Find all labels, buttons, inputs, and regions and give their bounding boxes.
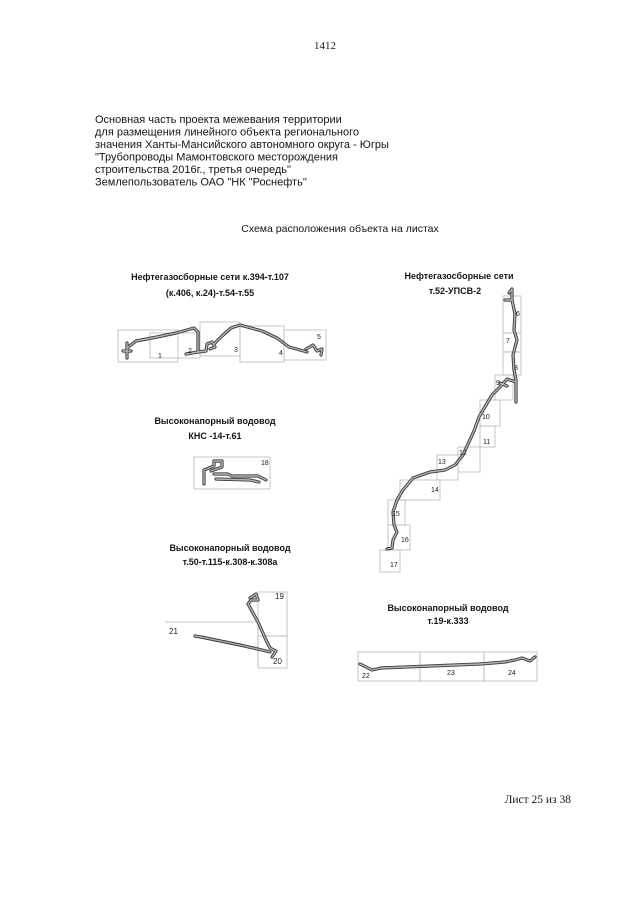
sheet-label-21: 21 (169, 627, 178, 636)
pipeline-route-3 (204, 461, 266, 484)
sheet-label-1: 1 (158, 353, 162, 360)
diagram-title: Нефтегазосборные сети (404, 271, 514, 281)
sheet-label-4: 4 (279, 350, 283, 357)
sheet-label-6: 6 (516, 311, 520, 318)
sheet-label-22: 22 (362, 673, 370, 680)
pipeline-route-2 (387, 289, 517, 549)
diagram-title: Нефтегазосборные сети к.394-т.107 (131, 272, 289, 282)
pipeline-route-5-core (360, 657, 535, 670)
sheet-label-2: 2 (188, 348, 192, 355)
pipeline-route-4-casing (195, 594, 276, 657)
sheet-label-15: 15 (392, 511, 400, 518)
sheet-label-19: 19 (275, 592, 284, 601)
header-line: "Трубопроводы Мамонтовского месторождения (95, 151, 339, 164)
diagram-water-line-t19 (358, 603, 537, 681)
sheet-label-11: 11 (483, 439, 491, 446)
sheet-label-12: 12 (459, 450, 467, 457)
diagram-subtitle: т.50-т.115-к.308-к.308а (182, 557, 278, 567)
sheet-label-3: 3 (234, 347, 238, 354)
header-line: Основная часть проекта межевания территории (95, 114, 342, 126)
sheet-label-7: 7 (506, 338, 510, 345)
sheet-label-24: 24 (508, 670, 516, 677)
diagram-oil-gathering-k394 (118, 272, 326, 362)
sheet-label-14: 14 (431, 487, 439, 494)
sheet-label-18: 18 (261, 460, 269, 467)
pipeline-route-5 (360, 657, 535, 670)
pipeline-route-4 (195, 594, 276, 657)
sheet-label-13: 13 (438, 459, 446, 466)
sheet-label-16: 16 (401, 537, 409, 544)
header-line: Землепользователь ОАО "НК "Роснефть" (95, 176, 307, 189)
sheet-label-20: 20 (273, 657, 282, 666)
diagram-water-line-kns14 (154, 416, 275, 489)
sheet-label-9: 9 (496, 380, 500, 387)
document-header (95, 114, 389, 189)
header-line: значения Ханты-Мансийского автономного округа - Югры (95, 139, 389, 151)
sheet-counter: Лист 25 из 38 (504, 794, 571, 806)
diagram-title: Высоконапорный водовод (154, 416, 276, 426)
diagram-oil-gathering-t52 (380, 271, 521, 572)
diagram-subtitle: КНС -14-т.61 (188, 431, 242, 441)
sheet-label-10: 10 (482, 414, 490, 421)
sheet-label-17: 17 (390, 562, 398, 569)
diagram-subtitle: (к.406, к.24)-т.54-т.55 (165, 288, 255, 298)
header-line: для размещения линейного объекта регионального (95, 126, 359, 139)
sheet-label-5: 5 (317, 334, 321, 341)
scheme-title: Схема расположения объекта на листах (241, 223, 439, 235)
diagram-title: Высоконапорный водовод (387, 603, 509, 613)
diagram-title: Высоконапорный водовод (169, 543, 291, 553)
pipeline-route-2-casing (387, 289, 517, 549)
sheet-label-23: 23 (447, 670, 455, 677)
sheet-label-8: 8 (514, 365, 518, 372)
diagram-subtitle: т.19-к.333 (427, 616, 469, 626)
diagram-water-line-t50 (165, 543, 291, 668)
pipeline-route-4-core (195, 594, 276, 657)
page-number: 1412 (314, 40, 336, 52)
diagram-subtitle: т.52-УПСВ-2 (428, 286, 482, 296)
pipeline-route-2-core (387, 289, 517, 549)
header-line: строительства 2016г., третья очередь" (95, 164, 291, 176)
